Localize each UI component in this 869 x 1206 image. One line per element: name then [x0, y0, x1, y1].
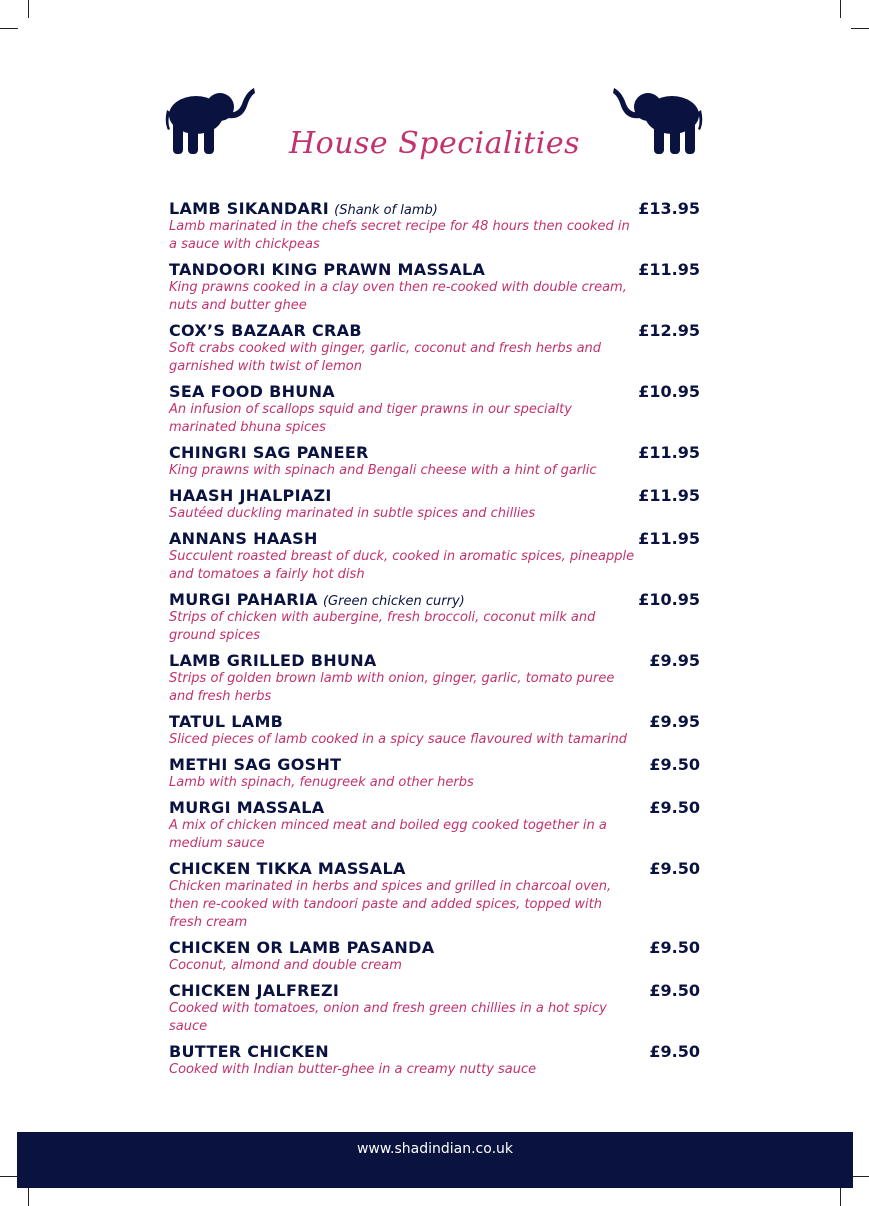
- menu-item-title: [169, 199, 438, 218]
- dish-description: Cooked with Indian butter-ghee in a creamy nutty sauce: [169, 1062, 537, 1077]
- dish-note: (Shank of lamb): [334, 203, 438, 218]
- menu-item-header: [169, 321, 700, 340]
- menu-item-title: [169, 938, 434, 957]
- menu-item: [169, 798, 700, 853]
- crop-mark: [28, 1188, 29, 1206]
- dish-name: SEA FOOD BHUNA: [169, 382, 335, 401]
- dish-name: METHI SAG GOSHT: [169, 755, 342, 774]
- dish-description: An infusion of scallops squid and tiger prawns in our specialty marinated bhuna spices: [169, 402, 572, 435]
- menu-item: [169, 938, 700, 975]
- dish-price: £11.95: [638, 443, 700, 462]
- menu-item-title: [169, 651, 377, 670]
- menu-item-header: [169, 981, 700, 1000]
- dish-name: LAMB SIKANDARI: [169, 199, 330, 218]
- dish-description: Sautéed duckling marinated in subtle spices and chillies: [169, 506, 536, 521]
- dish-price: £10.95: [638, 382, 700, 401]
- menu-item-header: [169, 755, 700, 774]
- dish-description: Chicken marinated in herbs and spices and grilled in charcoal oven, then re-cooked with tandoori paste and added spices, topped with fresh cream: [169, 879, 612, 930]
- dish-description: Strips of golden brown lamb with onion, ginger, garlic, tomato puree and fresh herbs: [169, 671, 615, 704]
- dish-price: £9.95: [649, 712, 700, 731]
- menu-item: [169, 529, 700, 584]
- menu-item-header: [169, 199, 700, 218]
- crop-mark: [0, 1176, 18, 1177]
- footer-bar: [17, 1132, 853, 1188]
- menu-item-title: [169, 260, 485, 279]
- menu-item-header: [169, 1042, 700, 1061]
- dish-description: Soft crabs cooked with ginger, garlic, coconut and fresh herbs and garnished with twist of lemon: [169, 341, 602, 374]
- dish-description: A mix of chicken minced meat and boiled egg cooked together in a medium sauce: [169, 818, 607, 851]
- dish-description: Coconut, almond and double cream: [169, 958, 402, 973]
- menu-item-header: [169, 859, 700, 878]
- crop-mark: [851, 28, 869, 29]
- dish-price: £9.95: [649, 651, 700, 670]
- menu-item-title: [169, 382, 335, 401]
- menu-item: [169, 981, 700, 1036]
- menu-item-title: [169, 486, 332, 505]
- dish-name: COX’S BAZAAR CRAB: [169, 321, 362, 340]
- dish-description: King prawns with spinach and Bengali cheese with a hint of garlic: [169, 463, 597, 478]
- menu-item: [169, 1042, 700, 1079]
- dish-name: MURGI PAHARIA: [169, 590, 318, 609]
- dish-price: £13.95: [638, 199, 700, 218]
- dish-name: CHICKEN OR LAMB PASANDA: [169, 938, 435, 957]
- menu-item: [169, 260, 700, 315]
- dish-name: MURGI MASSALA: [169, 798, 325, 817]
- crop-mark: [840, 1188, 841, 1206]
- dish-price: £9.50: [649, 859, 700, 878]
- menu-item: [169, 712, 700, 749]
- menu-item-header: [169, 712, 700, 731]
- dish-price: £12.95: [638, 321, 700, 340]
- dish-price: £9.50: [649, 755, 700, 774]
- menu-item-header: [169, 486, 700, 505]
- crop-mark: [851, 1176, 869, 1177]
- menu-item-title: [169, 798, 324, 817]
- dish-name: CHICKEN TIKKA MASSALA: [169, 859, 406, 878]
- menu-item-title: [169, 529, 318, 548]
- menu-item-header: [169, 798, 700, 817]
- menu-item-title: [169, 859, 406, 878]
- dish-price: £11.95: [638, 486, 700, 505]
- menu-item: [169, 651, 700, 706]
- dish-name: BUTTER CHICKEN: [169, 1042, 329, 1061]
- dish-description: Succulent roasted breast of duck, cooked in aromatic spices, pineapple and tomatoes a fairly hot dish: [169, 549, 635, 582]
- menu-item-header: [169, 382, 700, 401]
- menu-item-title: [169, 755, 341, 774]
- crop-mark: [28, 0, 29, 18]
- menu-item-title: [169, 981, 339, 1000]
- menu-item: [169, 321, 700, 376]
- header: [0, 80, 869, 190]
- website-link[interactable]: www.shadindian.co.uk: [356, 1141, 514, 1157]
- dish-description: Sliced pieces of lamb cooked in a spicy sauce flavoured with tamarind: [169, 732, 627, 747]
- menu-item-header: [169, 590, 700, 609]
- dish-description: King prawns cooked in a clay oven then re-cooked with double cream, nuts and butter ghee: [169, 280, 627, 313]
- dish-name: CHINGRI SAG PANEER: [169, 443, 369, 462]
- dish-price: £11.95: [638, 529, 700, 548]
- dish-price: £9.50: [649, 938, 700, 957]
- menu-item-title: [169, 712, 283, 731]
- dish-description: Cooked with tomatoes, onion and fresh green chillies in a hot spicy sauce: [169, 1001, 607, 1034]
- menu-item: [169, 382, 700, 437]
- menu-item-title: [169, 443, 369, 462]
- menu-item: [169, 859, 700, 932]
- dish-name: TANDOORI KING PRAWN MASSALA: [169, 260, 486, 279]
- dish-name: HAASH JHALPIAZI: [169, 486, 332, 505]
- menu-item-header: [169, 260, 700, 279]
- dish-price: £9.50: [649, 1042, 700, 1061]
- menu-item: [169, 199, 700, 254]
- dish-price: £9.50: [649, 798, 700, 817]
- dish-price: £10.95: [638, 590, 700, 609]
- dish-name: CHICKEN JALFREZI: [169, 981, 340, 1000]
- dish-note: (Green chicken curry): [322, 594, 465, 609]
- dish-name: LAMB GRILLED BHUNA: [169, 651, 377, 670]
- menu-item-title: [169, 1042, 329, 1061]
- menu-list: [169, 199, 700, 1085]
- page-title: House Specialities: [288, 126, 580, 161]
- dish-price: £11.95: [638, 260, 700, 279]
- dish-description: Lamb with spinach, fenugreek and other herbs: [169, 775, 474, 790]
- dish-price: £9.50: [649, 981, 700, 1000]
- menu-item-header: [169, 443, 700, 462]
- crop-mark: [840, 0, 841, 18]
- dish-name: ANNANS HAASH: [169, 529, 318, 548]
- menu-item: [169, 443, 700, 480]
- crop-mark: [0, 28, 18, 29]
- menu-item-header: [169, 651, 700, 670]
- dish-description: Lamb marinated in the chefs secret recipe for 48 hours then cooked in a sauce with chickpeas: [169, 219, 630, 252]
- menu-item-header: [169, 529, 700, 548]
- menu-item-title: [169, 321, 362, 340]
- menu-item-header: [169, 938, 700, 957]
- menu-item-title: [169, 590, 465, 609]
- menu-item: [169, 486, 700, 523]
- menu-item: [169, 590, 700, 645]
- dish-name: TATUL LAMB: [169, 712, 284, 731]
- dish-description: Strips of chicken with aubergine, fresh broccoli, coconut milk and ground spices: [169, 610, 596, 643]
- menu-item: [169, 755, 700, 792]
